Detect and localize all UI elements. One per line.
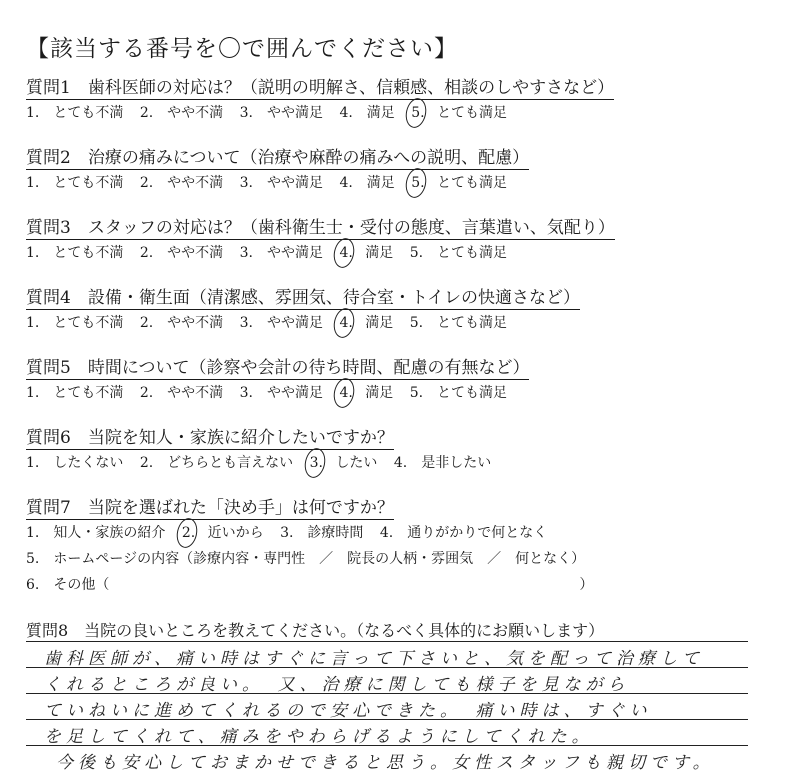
handwritten-answer: ていねいに進めてくれるので安心できた。 痛い時は、すぐい xyxy=(44,701,652,721)
option-4-circled[interactable]: 4. xyxy=(339,245,353,261)
option-4-label: 満足 xyxy=(365,315,394,331)
question-6 xyxy=(26,428,766,472)
question-4 xyxy=(26,288,766,332)
option-row-2[interactable]: 5. ホームページの内容（診療内容・専門性 ／ 院長の人柄・雰囲気 ／ 何となく） xyxy=(26,551,586,567)
option-5[interactable]: 5. とても満足 xyxy=(409,245,508,261)
option-1[interactable]: 1. 知人・家族の紹介 xyxy=(26,525,166,541)
question-2 xyxy=(26,148,766,192)
option-2[interactable]: 2. やや不満 xyxy=(139,105,224,121)
question-8-heading: 質問8 当院の良いところを教えてください。（なるべく具体的にお願いします） xyxy=(26,621,605,640)
page-title: 【該当する番号を〇で囲んでください】 xyxy=(26,36,458,62)
option-4-circled[interactable]: 4. xyxy=(339,315,353,331)
handwritten-answer: を足してくれて、痛みをやわらげるようにしてくれた。 xyxy=(44,727,594,747)
option-3[interactable]: 3. やや満足 xyxy=(239,385,323,401)
option-5-circled[interactable]: 5. xyxy=(411,175,425,191)
option-1[interactable]: 1. とても不満 xyxy=(26,105,124,121)
option-5[interactable]: 5. とても満足 xyxy=(409,315,508,331)
option-1[interactable]: 1. とても不満 xyxy=(26,385,124,401)
option-5[interactable]: 5. とても満足 xyxy=(409,385,508,401)
option-1[interactable]: 1. したくない xyxy=(26,455,124,471)
option-6-open[interactable]: 6. その他（ xyxy=(26,577,110,593)
answer-line xyxy=(26,694,748,720)
option-2-circled[interactable]: 2. xyxy=(181,525,196,541)
option-3[interactable]: 3. やや満足 xyxy=(239,245,323,261)
option-2-label: 近いから xyxy=(207,525,264,541)
answer-line xyxy=(26,720,748,746)
option-5-label: とても満足 xyxy=(437,105,508,121)
option-row xyxy=(26,314,766,332)
option-2[interactable]: 2. やや不満 xyxy=(139,315,224,331)
answer-line xyxy=(26,641,748,668)
option-2[interactable]: 2. やや不満 xyxy=(139,245,224,261)
question-heading: 質問3 スタッフの対応は？（歯科衛生士・受付の態度、言葉遣い、気配り） xyxy=(26,218,615,238)
question-7 xyxy=(26,498,766,594)
option-2[interactable]: 2. やや不満 xyxy=(139,175,224,191)
option-3[interactable]: 3. やや満足 xyxy=(239,175,323,191)
option-3[interactable]: 3. やや満足 xyxy=(239,105,323,121)
option-3[interactable]: 3. 診療時間 xyxy=(280,525,364,541)
option-3-circled[interactable]: 3. xyxy=(309,455,323,471)
option-4-label: 満足 xyxy=(365,245,394,261)
option-row-3 xyxy=(26,576,766,594)
option-3[interactable]: 3. やや満足 xyxy=(239,315,323,331)
option-row xyxy=(26,244,766,262)
option-row xyxy=(26,104,766,122)
option-1[interactable]: 1. とても不満 xyxy=(26,245,124,261)
question-heading: 質問7 当院を選ばれた「決め手」は何ですか？ xyxy=(26,498,394,518)
handwritten-answer: 今後も安心しておまかせできると思う。女性スタッフも親切です。 xyxy=(56,753,715,773)
handwritten-answer: くれるところが良い。 又、治療に関しても様子を見ながら xyxy=(44,675,630,695)
option-3-label: したい xyxy=(335,455,378,471)
question-heading: 質問4 設備・衛生面（清潔感、雰囲気、待合室・トイレの快適さなど） xyxy=(26,288,580,308)
option-5-label: とても満足 xyxy=(437,175,508,191)
option-2[interactable]: 2. やや不満 xyxy=(139,385,224,401)
answer-lines xyxy=(26,641,748,771)
option-4[interactable]: 4. 是非したい xyxy=(393,455,492,471)
question-heading: 質問1 歯科医師の対応は？（説明の明解さ、信頼感、相談のしやすさなど） xyxy=(26,78,615,98)
option-2[interactable]: 2. どちらとも言えない xyxy=(139,455,294,471)
answer-line xyxy=(26,746,748,771)
question-heading: 質問5 時間について（診察や会計の待ち時間、配慮の有無など） xyxy=(26,358,530,378)
option-4-circled[interactable]: 4. xyxy=(339,385,353,401)
option-4[interactable]: 4. 通りがかりで何となく xyxy=(379,525,548,541)
option-row xyxy=(26,454,766,472)
option-5-circled[interactable]: 5. xyxy=(411,105,425,121)
option-row xyxy=(26,174,766,192)
option-4-label: 満足 xyxy=(365,385,394,401)
option-4[interactable]: 4. 満足 xyxy=(339,175,395,191)
answer-line xyxy=(26,668,748,694)
handwritten-answer: 歯科医師が、痛い時はすぐに言って下さいと、気を配って治療して xyxy=(44,649,704,669)
option-4[interactable]: 4. 満足 xyxy=(339,105,395,121)
question-1 xyxy=(26,78,766,122)
option-1[interactable]: 1. とても不満 xyxy=(26,175,124,191)
question-5 xyxy=(26,358,766,402)
option-row-1 xyxy=(26,524,766,542)
question-heading: 質問6 当院を知人・家族に紹介したいですか？ xyxy=(26,428,394,448)
option-6-close: ） xyxy=(579,577,594,593)
question-heading: 質問2 治療の痛みについて（治療や麻酔の痛みへの説明、配慮） xyxy=(26,148,530,168)
question-3 xyxy=(26,218,766,262)
option-1[interactable]: 1. とても不満 xyxy=(26,315,124,331)
option-row xyxy=(26,384,766,402)
